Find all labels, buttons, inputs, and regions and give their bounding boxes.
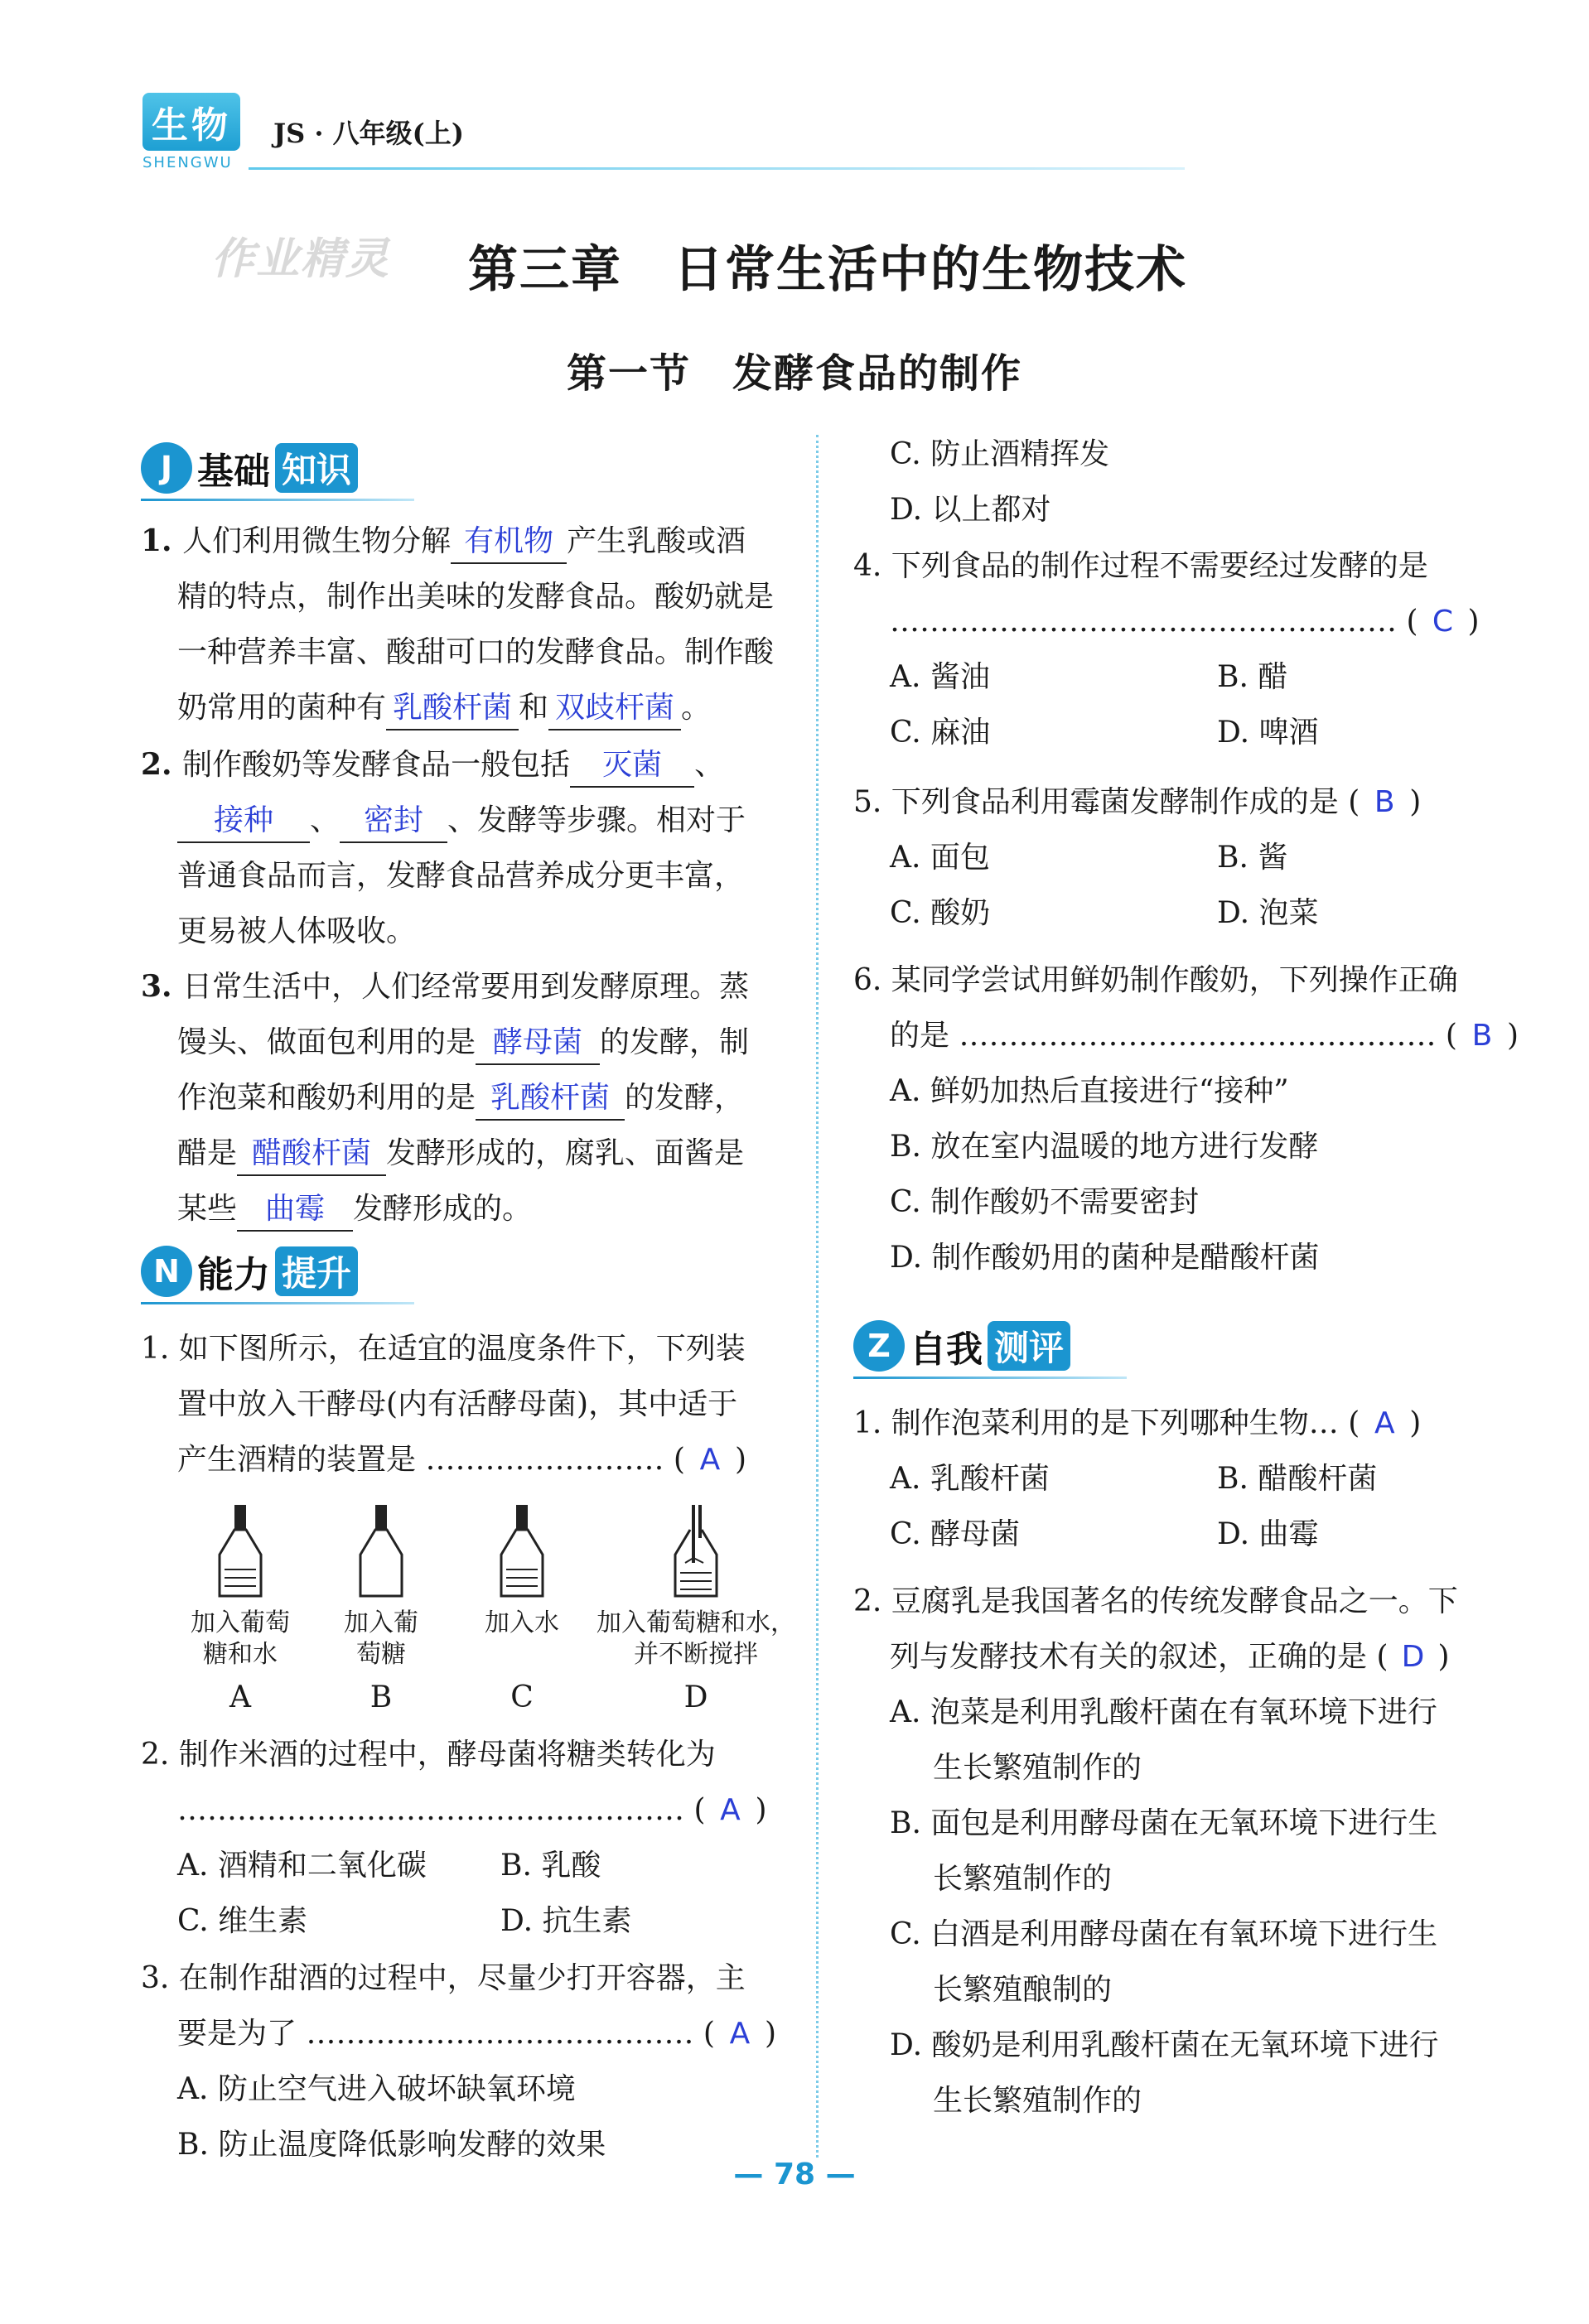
question-text: 。 [681,691,712,725]
page-number: — 78 — [733,2158,856,2191]
option: C. 防止酒精挥发 [890,437,1110,471]
question-text: 发酵形成的，腐乳、面酱是 [386,1136,745,1170]
answer-choice: A [720,1793,741,1827]
option: D. 酸奶是利用乳酸杆菌在无氧环境下进行 [890,2028,1439,2062]
question-text: …………………………………………… ( [177,1793,706,1827]
flask-label: 萄糖 [356,1640,406,1669]
grade-label: JS · 八年级(上) [273,118,464,149]
flask-label: 加入葡 [344,1608,418,1637]
question-text: 制作酸奶等发酵食品一般包括 [182,748,571,782]
option: D. 啤酒 [1217,716,1319,750]
answer-blank: 接种 [177,800,310,843]
basic-question-3 [141,959,749,1237]
answer-blank: 醋酸杆菌 [237,1133,386,1176]
column-divider [816,435,820,2158]
header-rule [249,167,1185,170]
flask-icon [352,1503,410,1603]
option: A. 酒精和二氧化碳 [177,1849,427,1883]
section-badge: J [141,442,192,494]
question-text: 要是为了 ………………………………… ( [177,2017,715,2051]
answer-blank: 灭菌 [570,745,694,788]
option: B. 醋酸杆菌 [1217,1462,1378,1496]
option-continued: 生长繁殖制作的 [933,2084,1142,2118]
question-text: 置中放入干酵母(内有活酵母菌)，其中适于 [177,1387,738,1421]
flask-with-stirrer-icon [667,1503,725,1603]
option: C. 制作酸奶不需要密封 [890,1185,1200,1219]
option: A. 乳酸杆菌 [890,1462,1050,1496]
question-text: 1. 如下图所示，在适宜的温度条件下，下列装 [141,1332,746,1366]
flask-label: 并不断搅拌 [634,1640,758,1669]
option: D. 曲霉 [1217,1517,1319,1551]
flask-label: 加入葡萄糖和水， [596,1608,795,1637]
option: B. 防止温度降低影响发酵的效果 [177,2128,606,2162]
bracket-close: ) [764,2017,776,2051]
question-text: 人们利用微生物分解 [182,524,452,558]
option: C. 维生素 [177,1904,308,1938]
section-underline [853,1377,1127,1379]
section-heading-part2: 提升 [275,1246,358,1296]
option: D. 泡菜 [1217,896,1319,930]
question-text: 1. 制作泡菜利用的是下列哪种生物… ( [853,1406,1360,1440]
option: B. 面包是利用酵母菌在无氧环境下进行生 [890,1806,1438,1840]
option: C. 酸奶 [890,896,991,930]
answer-blank: 有机物 [451,521,567,564]
answer-choice: A [729,2017,751,2051]
flask-b [311,1503,452,1714]
ability-question-1 [141,1321,746,1487]
answer-blank: 乳酸杆菌 [476,1078,625,1121]
section-ability [141,1242,414,1304]
option: A. 面包 [890,841,990,875]
answer-choice: A [1374,1406,1395,1440]
section-heading-part1: 能力 [197,1254,270,1296]
flask-letter: A [229,1680,251,1714]
section-basic-knowledge [141,439,414,501]
section-badge: N [141,1246,192,1297]
question-number: 1. [141,523,183,558]
option: D. 抗生素 [500,1904,632,1938]
question-text: …………………………………………… ( [890,605,1418,639]
answer-choice: D [1401,1640,1425,1674]
subject-logo-subtitle: SHENGWU [142,154,233,171]
self-question-2 [853,1574,1458,2129]
question-text: 的发酵， [625,1081,745,1115]
flask-c [452,1503,592,1714]
flask-a [170,1503,311,1714]
answer-choice: C [1432,605,1454,639]
answer-choice: B [1471,1019,1493,1053]
bracket-close: ) [1467,605,1480,639]
section-badge: Z [853,1320,905,1372]
option-continued: 生长繁殖制作的 [933,1751,1142,1785]
question-text: 的发酵，制 [600,1025,750,1059]
flask-letter: B [369,1680,393,1714]
question-text: 、发酵等步骤。相对于 [447,803,746,837]
option-continued: 长繁殖酿制的 [933,1973,1113,2007]
flask-label: 加入葡萄 [191,1608,290,1637]
chapter-title: 第三章 日常生活中的生物技术 [468,241,1187,299]
flask-label: 糖和水 [203,1640,278,1669]
option: A. 泡菜是利用乳酸杆菌在有氧环境下进行 [890,1695,1437,1729]
bracket-close: ) [1506,1019,1519,1053]
ability-question-3-continued [853,427,1109,538]
question-text: 某些 [177,1192,238,1226]
option: C. 白酒是利用酵母菌在有氧环境下进行生 [890,1917,1438,1951]
question-text: 6. 某同学尝试用鲜奶制作酸奶，下列操作正确 [853,963,1458,997]
question-text: 醋是 [177,1136,238,1170]
section-title: 第一节 发酵食品的制作 [566,350,1022,397]
ability-question-3 [141,1950,776,2172]
option: A. 酱油 [890,660,990,694]
flask-letter: C [510,1680,534,1714]
question-text: 一种营养丰富、酸甜可口的发酵食品。制作酸 [177,635,775,669]
subject-logo: 生物 [142,93,240,151]
section-heading-part2: 知识 [275,443,358,493]
ability-question-5 [853,774,1421,941]
question-text: 奶常用的菌种有 [177,691,387,725]
option-continued: 长繁殖制作的 [933,1862,1113,1896]
question-text: 5. 下列食品利用霉菌发酵制作成的是 ( [853,785,1360,819]
apparatus-figure [170,1503,799,1714]
option: D. 制作酸奶用的菌种是醋酸杆菌 [890,1241,1320,1275]
question-number: 2. [141,747,183,782]
option: D. 以上都对 [890,493,1051,527]
question-text: 2. 豆腐乳是我国著名的传统发酵食品之一。下 [853,1584,1458,1618]
question-text: 发酵形成的。 [353,1192,533,1226]
section-heading-part2: 测评 [988,1321,1070,1371]
option: B. 醋 [1217,660,1288,694]
question-text: 、 [694,748,725,782]
question-text: 、 [310,803,340,837]
section-heading-part1: 自我 [910,1328,983,1371]
question-text: 2. 制作米酒的过程中，酵母菌将糖类转化为 [141,1738,716,1772]
question-text: 精的特点，制作出美味的发酵食品。酸奶就是 [177,580,775,614]
answer-blank: 曲霉 [237,1189,353,1232]
question-text: 的是 ………………………………………… ( [890,1019,1457,1053]
question-text: 产生乳酸或酒 [567,524,746,558]
ability-question-6 [853,952,1519,1285]
answer-blank: 双歧杆菌 [548,687,681,730]
bracket-close: ) [755,1793,767,1827]
question-text: 作泡菜和酸奶利用的是 [177,1081,476,1115]
option: B. 酱 [1217,841,1288,875]
flask-d [592,1503,799,1714]
basic-question-1 [141,513,774,735]
flask-icon [211,1503,269,1603]
question-text: 和 [519,691,549,725]
section-underline [141,1302,414,1304]
basic-question-2 [141,737,746,959]
question-number: 3. [141,969,183,1004]
answer-blank: 密封 [340,800,447,843]
bracket-close: ) [734,1443,746,1477]
bracket-close: ) [1409,1406,1422,1440]
flask-label: 加入水 [485,1608,559,1637]
section-heading-part1: 基础 [197,451,270,493]
bracket-close: ) [1437,1640,1450,1674]
option: C. 麻油 [890,716,991,750]
answer-blank: 乳酸杆菌 [386,687,519,730]
answer-choice: A [699,1443,721,1477]
bracket-close: ) [1409,785,1422,819]
question-text: 列与发酵技术有关的叙述，正确的是 ( [890,1640,1389,1674]
ability-question-4 [853,538,1480,760]
flask-icon [493,1503,551,1603]
question-text: 更易被人体吸收。 [177,914,417,948]
section-underline [141,499,414,501]
answer-choice: B [1374,785,1395,819]
flask-letter: D [683,1680,708,1714]
option: A. 防止空气进入破坏缺氧环境 [177,2072,576,2106]
self-question-1 [853,1396,1421,1562]
ability-question-2 [141,1727,767,1949]
question-text: 产生酒精的装置是 …………………… ( [177,1443,685,1477]
question-text: 普通食品而言，发酵食品营养成分更丰富， [177,859,745,893]
answer-blank: 酵母菌 [476,1022,600,1065]
watermark: 作业精灵 [211,234,391,284]
question-text: 馒头、做面包利用的是 [177,1025,476,1059]
section-self-assessment [853,1317,1127,1379]
question-text: 3. 在制作甜酒的过程中，尽量少打开容器，主 [141,1961,746,1995]
option: A. 鲜奶加热后直接进行“接种” [890,1074,1289,1108]
option: B. 放在室内温暖的地方进行发酵 [890,1130,1319,1164]
question-text: 日常生活中，人们经常要用到发酵原理。蒸 [182,970,750,1004]
option: B. 乳酸 [500,1849,601,1883]
option: C. 酵母菌 [890,1517,1021,1551]
question-text: 4. 下列食品的制作过程不需要经过发酵的是 [853,549,1428,583]
